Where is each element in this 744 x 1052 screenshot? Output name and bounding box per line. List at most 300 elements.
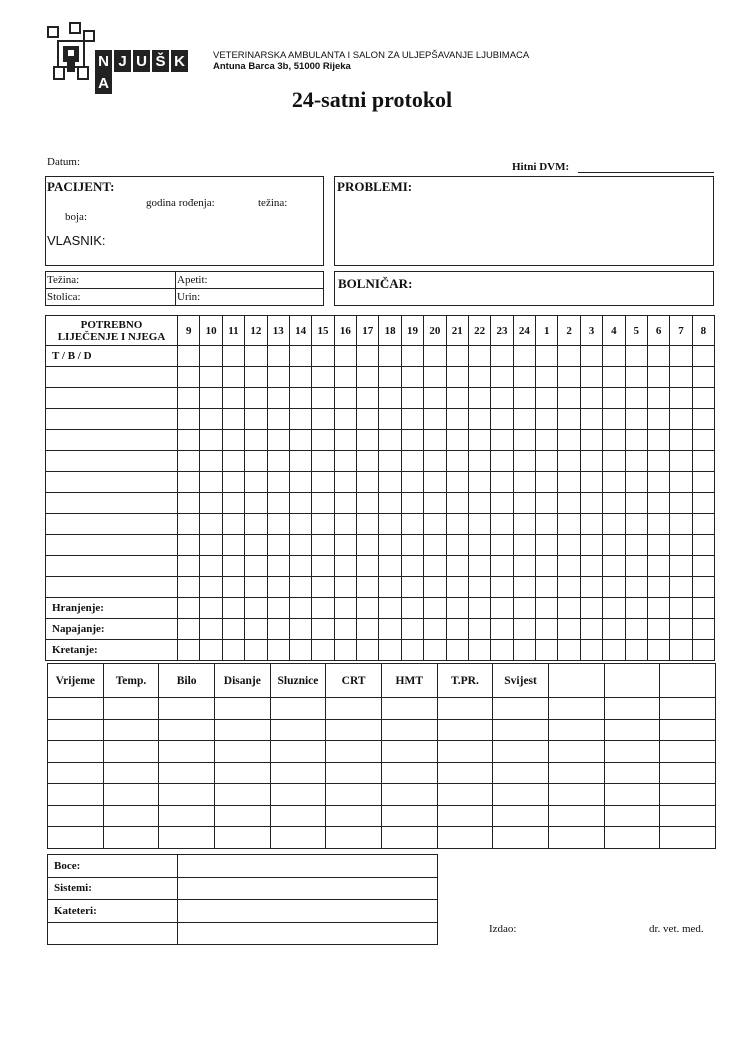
care-cell[interactable] (603, 640, 625, 661)
care-cell[interactable] (536, 493, 558, 514)
vitals-cell[interactable] (214, 698, 270, 720)
care-cell[interactable] (491, 346, 513, 367)
care-cell[interactable] (692, 430, 714, 451)
care-cell[interactable] (468, 367, 490, 388)
care-cell[interactable] (357, 577, 379, 598)
care-cell[interactable] (289, 367, 311, 388)
care-cell[interactable] (334, 451, 356, 472)
vitals-cell[interactable] (270, 827, 326, 849)
vitals-cell[interactable] (270, 719, 326, 741)
vitals-cell[interactable] (159, 698, 215, 720)
care-cell[interactable] (692, 388, 714, 409)
vitals-cell[interactable] (159, 762, 215, 784)
supplies-value-cell[interactable] (178, 922, 438, 945)
care-cell[interactable] (401, 367, 423, 388)
care-cell[interactable] (580, 619, 602, 640)
care-cell[interactable] (401, 472, 423, 493)
care-cell[interactable] (357, 367, 379, 388)
care-cell[interactable] (357, 388, 379, 409)
care-cell[interactable] (603, 388, 625, 409)
vitals-cell[interactable] (103, 741, 159, 763)
care-cell[interactable] (491, 430, 513, 451)
care-cell[interactable] (491, 472, 513, 493)
care-cell[interactable] (200, 472, 222, 493)
vitals-cell[interactable] (660, 805, 716, 827)
vitals-cell[interactable] (381, 698, 437, 720)
care-cell[interactable] (222, 577, 244, 598)
care-cell[interactable] (670, 514, 692, 535)
care-cell[interactable] (424, 493, 446, 514)
care-cell[interactable] (580, 388, 602, 409)
care-cell[interactable] (580, 493, 602, 514)
care-row-label[interactable] (46, 451, 178, 472)
care-cell[interactable] (468, 409, 490, 430)
vitals-cell[interactable] (493, 741, 549, 763)
care-cell[interactable] (178, 346, 200, 367)
care-cell[interactable] (446, 514, 468, 535)
care-cell[interactable] (312, 346, 334, 367)
vitals-cell[interactable] (103, 827, 159, 849)
care-cell[interactable] (625, 640, 647, 661)
vitals-cell[interactable] (214, 762, 270, 784)
care-cell[interactable] (178, 388, 200, 409)
care-cell[interactable] (289, 577, 311, 598)
care-cell[interactable] (424, 367, 446, 388)
care-cell[interactable] (178, 514, 200, 535)
care-cell[interactable] (536, 535, 558, 556)
vitals-cell[interactable] (604, 741, 660, 763)
care-cell[interactable] (267, 619, 289, 640)
care-cell[interactable] (468, 346, 490, 367)
care-row-label[interactable] (46, 577, 178, 598)
care-cell[interactable] (312, 619, 334, 640)
care-cell[interactable] (245, 577, 267, 598)
care-cell[interactable] (200, 535, 222, 556)
care-cell[interactable] (401, 451, 423, 472)
vitals-cell[interactable] (270, 762, 326, 784)
care-cell[interactable] (670, 556, 692, 577)
care-cell[interactable] (334, 493, 356, 514)
vitals-cell[interactable] (548, 805, 604, 827)
vitals-cell[interactable] (103, 698, 159, 720)
care-cell[interactable] (491, 514, 513, 535)
care-cell[interactable] (424, 346, 446, 367)
care-cell[interactable] (267, 493, 289, 514)
care-cell[interactable] (468, 598, 490, 619)
care-cell[interactable] (603, 367, 625, 388)
care-cell[interactable] (401, 640, 423, 661)
care-cell[interactable] (222, 472, 244, 493)
vitals-cell[interactable] (381, 741, 437, 763)
urine-cell[interactable]: Urin: (176, 289, 324, 306)
vitals-cell[interactable] (660, 698, 716, 720)
care-cell[interactable] (379, 430, 401, 451)
care-cell[interactable] (513, 619, 535, 640)
care-cell[interactable] (513, 388, 535, 409)
care-cell[interactable] (222, 514, 244, 535)
care-cell[interactable] (647, 598, 669, 619)
care-cell[interactable] (536, 367, 558, 388)
care-cell[interactable] (200, 451, 222, 472)
care-cell[interactable] (334, 640, 356, 661)
care-cell[interactable] (424, 514, 446, 535)
care-cell[interactable] (312, 577, 334, 598)
vitals-cell[interactable] (214, 719, 270, 741)
care-cell[interactable] (446, 388, 468, 409)
care-cell[interactable] (580, 346, 602, 367)
vitals-cell[interactable] (660, 741, 716, 763)
care-cell[interactable] (222, 367, 244, 388)
care-cell[interactable] (289, 556, 311, 577)
care-cell[interactable] (670, 409, 692, 430)
care-cell[interactable] (580, 430, 602, 451)
care-cell[interactable] (267, 640, 289, 661)
care-cell[interactable] (468, 556, 490, 577)
vitals-cell[interactable] (48, 719, 104, 741)
care-row-label[interactable]: Napajanje: (46, 619, 178, 640)
care-cell[interactable] (267, 556, 289, 577)
care-cell[interactable] (558, 430, 580, 451)
care-cell[interactable] (692, 409, 714, 430)
care-cell[interactable] (424, 451, 446, 472)
care-cell[interactable] (670, 472, 692, 493)
care-cell[interactable] (401, 577, 423, 598)
care-cell[interactable] (379, 640, 401, 661)
care-cell[interactable] (312, 367, 334, 388)
care-cell[interactable] (670, 598, 692, 619)
care-cell[interactable] (178, 451, 200, 472)
vitals-cell[interactable] (214, 784, 270, 806)
care-cell[interactable] (692, 640, 714, 661)
care-cell[interactable] (513, 577, 535, 598)
care-cell[interactable] (401, 619, 423, 640)
care-cell[interactable] (670, 388, 692, 409)
care-cell[interactable] (267, 367, 289, 388)
care-cell[interactable] (312, 598, 334, 619)
care-cell[interactable] (647, 388, 669, 409)
care-cell[interactable] (513, 367, 535, 388)
care-cell[interactable] (491, 598, 513, 619)
vitals-cell[interactable] (381, 719, 437, 741)
care-cell[interactable] (222, 619, 244, 640)
care-cell[interactable] (245, 514, 267, 535)
care-cell[interactable] (670, 619, 692, 640)
care-cell[interactable] (267, 598, 289, 619)
care-cell[interactable] (603, 577, 625, 598)
vitals-cell[interactable] (493, 698, 549, 720)
vitals-cell[interactable] (48, 784, 104, 806)
care-cell[interactable] (357, 430, 379, 451)
care-cell[interactable] (558, 619, 580, 640)
care-cell[interactable] (692, 367, 714, 388)
care-cell[interactable] (245, 388, 267, 409)
care-cell[interactable] (312, 451, 334, 472)
care-cell[interactable] (357, 472, 379, 493)
care-cell[interactable] (692, 619, 714, 640)
care-cell[interactable] (312, 493, 334, 514)
care-cell[interactable] (289, 493, 311, 514)
care-cell[interactable] (200, 619, 222, 640)
care-cell[interactable] (424, 640, 446, 661)
care-cell[interactable] (424, 598, 446, 619)
care-cell[interactable] (357, 409, 379, 430)
vitals-cell[interactable] (437, 827, 493, 849)
care-cell[interactable] (647, 346, 669, 367)
care-cell[interactable] (580, 367, 602, 388)
care-cell[interactable] (647, 619, 669, 640)
care-cell[interactable] (312, 556, 334, 577)
vitals-cell[interactable] (48, 698, 104, 720)
care-cell[interactable] (446, 472, 468, 493)
vitals-cell[interactable] (326, 784, 382, 806)
care-cell[interactable] (513, 556, 535, 577)
vitals-cell[interactable] (660, 827, 716, 849)
care-cell[interactable] (312, 388, 334, 409)
care-cell[interactable] (625, 409, 647, 430)
care-cell[interactable] (536, 451, 558, 472)
care-cell[interactable] (379, 619, 401, 640)
care-cell[interactable] (334, 556, 356, 577)
vitals-cell[interactable] (48, 805, 104, 827)
care-cell[interactable] (379, 535, 401, 556)
care-cell[interactable] (491, 619, 513, 640)
care-cell[interactable] (603, 451, 625, 472)
care-cell[interactable] (401, 388, 423, 409)
care-cell[interactable] (603, 409, 625, 430)
care-cell[interactable] (222, 388, 244, 409)
vitals-cell[interactable] (103, 784, 159, 806)
care-cell[interactable] (513, 472, 535, 493)
vitals-cell[interactable] (604, 762, 660, 784)
vitals-cell[interactable] (326, 698, 382, 720)
care-row-label[interactable] (46, 388, 178, 409)
care-cell[interactable] (446, 367, 468, 388)
care-cell[interactable] (178, 556, 200, 577)
care-row-label[interactable]: T / B / D (46, 346, 178, 367)
care-cell[interactable] (558, 514, 580, 535)
care-row-label[interactable] (46, 493, 178, 514)
vitals-cell[interactable] (214, 827, 270, 849)
care-cell[interactable] (468, 535, 490, 556)
care-cell[interactable] (647, 493, 669, 514)
supplies-value-cell[interactable] (178, 900, 438, 923)
care-cell[interactable] (558, 493, 580, 514)
care-cell[interactable] (379, 556, 401, 577)
vitals-cell[interactable] (493, 805, 549, 827)
care-cell[interactable] (558, 346, 580, 367)
patient-box[interactable] (45, 176, 324, 266)
care-cell[interactable] (491, 577, 513, 598)
vitals-cell[interactable] (548, 741, 604, 763)
care-cell[interactable] (401, 430, 423, 451)
care-cell[interactable] (178, 430, 200, 451)
vitals-cell[interactable] (437, 784, 493, 806)
care-cell[interactable] (245, 598, 267, 619)
care-cell[interactable] (692, 514, 714, 535)
care-row-label[interactable] (46, 430, 178, 451)
care-cell[interactable] (200, 367, 222, 388)
care-cell[interactable] (513, 409, 535, 430)
care-cell[interactable] (670, 367, 692, 388)
vitals-cell[interactable] (270, 805, 326, 827)
care-cell[interactable] (178, 640, 200, 661)
care-cell[interactable] (625, 556, 647, 577)
care-cell[interactable] (424, 388, 446, 409)
care-cell[interactable] (491, 535, 513, 556)
care-cell[interactable] (178, 367, 200, 388)
care-cell[interactable] (178, 493, 200, 514)
care-cell[interactable] (200, 430, 222, 451)
care-cell[interactable] (647, 514, 669, 535)
care-cell[interactable] (692, 535, 714, 556)
care-cell[interactable] (178, 472, 200, 493)
care-row-label[interactable] (46, 556, 178, 577)
care-cell[interactable] (513, 346, 535, 367)
care-cell[interactable] (603, 514, 625, 535)
care-cell[interactable] (222, 451, 244, 472)
care-cell[interactable] (513, 640, 535, 661)
care-cell[interactable] (468, 493, 490, 514)
vitals-cell[interactable] (48, 827, 104, 849)
care-cell[interactable] (200, 388, 222, 409)
care-cell[interactable] (424, 535, 446, 556)
care-cell[interactable] (357, 493, 379, 514)
care-cell[interactable] (558, 640, 580, 661)
vitals-cell[interactable] (270, 741, 326, 763)
care-cell[interactable] (513, 598, 535, 619)
care-cell[interactable] (401, 535, 423, 556)
care-cell[interactable] (468, 472, 490, 493)
care-cell[interactable] (289, 514, 311, 535)
care-cell[interactable] (625, 598, 647, 619)
care-cell[interactable] (625, 346, 647, 367)
care-cell[interactable] (580, 451, 602, 472)
care-cell[interactable] (647, 451, 669, 472)
vitals-cell[interactable] (159, 805, 215, 827)
care-cell[interactable] (580, 409, 602, 430)
care-cell[interactable] (558, 388, 580, 409)
care-row-label[interactable]: Kretanje: (46, 640, 178, 661)
vitals-cell[interactable] (326, 827, 382, 849)
care-cell[interactable] (424, 430, 446, 451)
care-cell[interactable] (647, 472, 669, 493)
care-cell[interactable] (692, 577, 714, 598)
care-cell[interactable] (289, 409, 311, 430)
care-cell[interactable] (357, 556, 379, 577)
care-cell[interactable] (222, 535, 244, 556)
care-cell[interactable] (200, 346, 222, 367)
care-cell[interactable] (245, 409, 267, 430)
vitals-cell[interactable] (103, 762, 159, 784)
care-cell[interactable] (558, 367, 580, 388)
vitals-cell[interactable] (326, 719, 382, 741)
care-cell[interactable] (357, 598, 379, 619)
care-cell[interactable] (670, 493, 692, 514)
vitals-cell[interactable] (381, 827, 437, 849)
vitals-cell[interactable] (437, 698, 493, 720)
care-cell[interactable] (401, 346, 423, 367)
care-cell[interactable] (424, 577, 446, 598)
care-cell[interactable] (670, 430, 692, 451)
care-cell[interactable] (267, 577, 289, 598)
vitals-cell[interactable] (159, 719, 215, 741)
vitals-cell[interactable] (604, 719, 660, 741)
appetite-cell[interactable]: Apetit: (176, 272, 324, 289)
care-cell[interactable] (267, 388, 289, 409)
care-cell[interactable] (267, 472, 289, 493)
vitals-cell[interactable] (437, 805, 493, 827)
care-cell[interactable] (334, 619, 356, 640)
care-cell[interactable] (446, 619, 468, 640)
vitals-cell[interactable] (270, 784, 326, 806)
vitals-cell[interactable] (493, 827, 549, 849)
care-cell[interactable] (647, 367, 669, 388)
care-cell[interactable] (692, 346, 714, 367)
care-cell[interactable] (513, 493, 535, 514)
care-cell[interactable] (558, 472, 580, 493)
stool-cell[interactable]: Stolica: (46, 289, 176, 306)
care-cell[interactable] (200, 598, 222, 619)
care-cell[interactable] (379, 577, 401, 598)
care-cell[interactable] (446, 577, 468, 598)
care-cell[interactable] (692, 598, 714, 619)
care-row-label[interactable] (46, 535, 178, 556)
care-cell[interactable] (491, 556, 513, 577)
vitals-cell[interactable] (381, 805, 437, 827)
vitals-cell[interactable] (214, 741, 270, 763)
care-cell[interactable] (200, 556, 222, 577)
vitals-cell[interactable] (159, 784, 215, 806)
care-cell[interactable] (200, 577, 222, 598)
care-cell[interactable] (536, 472, 558, 493)
care-cell[interactable] (267, 451, 289, 472)
vitals-cell[interactable] (604, 805, 660, 827)
care-cell[interactable] (647, 535, 669, 556)
care-cell[interactable] (334, 388, 356, 409)
care-cell[interactable] (379, 388, 401, 409)
care-cell[interactable] (625, 388, 647, 409)
care-cell[interactable] (357, 619, 379, 640)
care-cell[interactable] (401, 598, 423, 619)
care-cell[interactable] (178, 535, 200, 556)
care-cell[interactable] (222, 598, 244, 619)
vitals-cell[interactable] (660, 784, 716, 806)
care-cell[interactable] (625, 535, 647, 556)
care-cell[interactable] (491, 493, 513, 514)
care-cell[interactable] (558, 577, 580, 598)
care-cell[interactable] (312, 640, 334, 661)
care-cell[interactable] (200, 640, 222, 661)
care-cell[interactable] (536, 514, 558, 535)
care-cell[interactable] (289, 598, 311, 619)
care-row-label[interactable] (46, 367, 178, 388)
care-cell[interactable] (379, 409, 401, 430)
care-cell[interactable] (178, 619, 200, 640)
care-cell[interactable] (401, 514, 423, 535)
care-cell[interactable] (536, 619, 558, 640)
care-cell[interactable] (647, 556, 669, 577)
care-cell[interactable] (312, 409, 334, 430)
care-cell[interactable] (334, 430, 356, 451)
vitals-cell[interactable] (326, 805, 382, 827)
care-cell[interactable] (670, 640, 692, 661)
care-cell[interactable] (401, 556, 423, 577)
care-cell[interactable] (267, 430, 289, 451)
care-row-label[interactable] (46, 472, 178, 493)
vitals-cell[interactable] (548, 719, 604, 741)
care-cell[interactable] (692, 451, 714, 472)
care-cell[interactable] (289, 388, 311, 409)
